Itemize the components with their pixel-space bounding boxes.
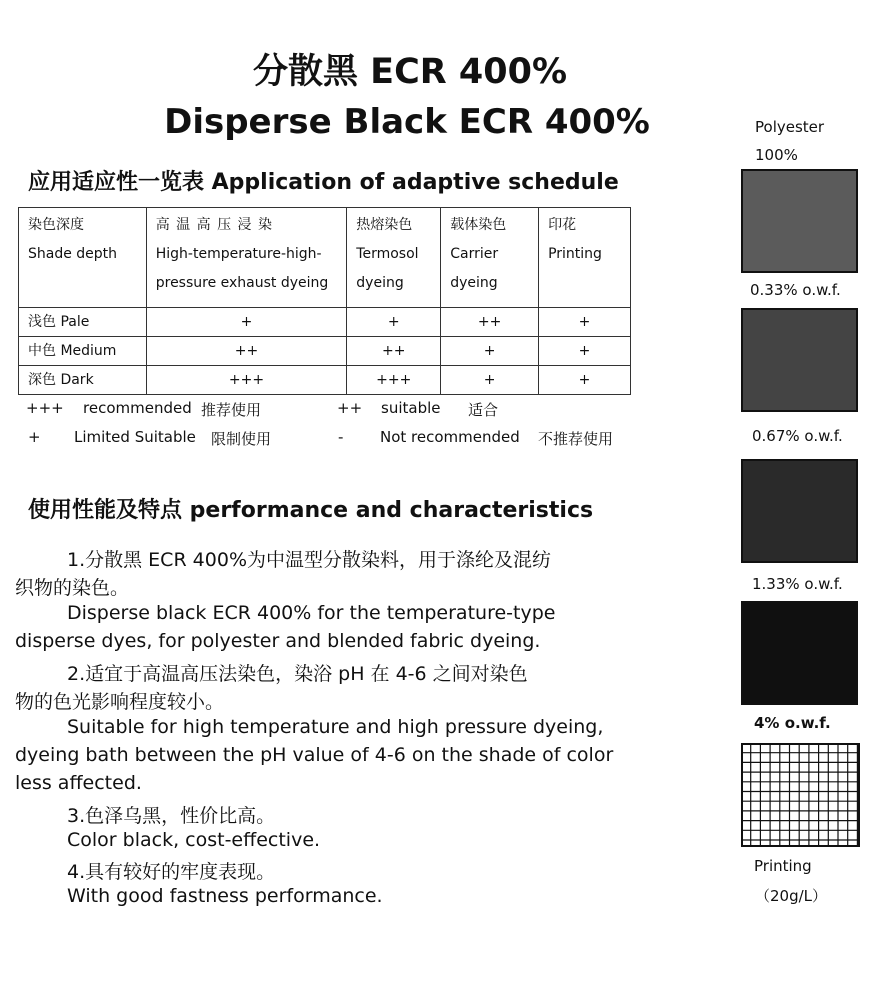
swatch-4 bbox=[741, 601, 858, 705]
row-label: 中色 Medium bbox=[19, 337, 147, 366]
table-row bbox=[19, 337, 631, 366]
row-label: 深色 Dark bbox=[19, 366, 147, 395]
table-cell: + bbox=[539, 337, 631, 366]
legend-text-cn: 适合 bbox=[468, 401, 499, 419]
swatch-0-33 bbox=[741, 169, 858, 273]
table-cell: + bbox=[441, 366, 539, 395]
item-1-cn-line2: 织物的染色。 bbox=[15, 577, 130, 599]
table-row bbox=[19, 366, 631, 395]
item-4-en: With good fastness performance. bbox=[67, 885, 383, 907]
header-printing: 印花 Printing bbox=[539, 208, 631, 308]
legend-text-en: Not recommended bbox=[380, 428, 520, 446]
legend-symbol: + bbox=[28, 428, 41, 446]
table-cell: + bbox=[539, 366, 631, 395]
swatch-0-67 bbox=[741, 308, 858, 412]
swatch-label: 0.33% o.w.f. bbox=[750, 281, 841, 299]
item-4-cn: 4.具有较好的牢度表现。 bbox=[67, 861, 276, 883]
legend-text-en: suitable bbox=[381, 399, 441, 417]
item-3-cn: 3.色泽乌黑，性价比高。 bbox=[67, 805, 276, 827]
item-1-en-line2: disperse dyes, for polyester and blended fabric dyeing. bbox=[15, 630, 541, 652]
table-row bbox=[19, 308, 631, 337]
item-2-en-line3: less affected. bbox=[15, 772, 142, 794]
title-cn: 分散黑 ECR 400% bbox=[252, 52, 568, 92]
table-cell: ++ bbox=[146, 337, 347, 366]
legend-symbol: ++ bbox=[337, 399, 363, 417]
table-header-row bbox=[19, 208, 631, 308]
table-cell: + bbox=[441, 337, 539, 366]
item-2-en-line1: Suitable for high temperature and high pressure dyeing, bbox=[67, 716, 604, 738]
legend-symbol: - bbox=[338, 428, 344, 446]
swatch-header-percent: 100% bbox=[755, 146, 798, 164]
printing-concentration: （20g/L） bbox=[755, 887, 828, 905]
item-2-cn-line1: 2.适宜于高温高压法染色，染浴 pH 在 4-6 之间对染色 bbox=[67, 663, 528, 685]
swatch-label: 1.33% o.w.f. bbox=[752, 575, 843, 593]
printing-label: Printing bbox=[754, 857, 812, 875]
table-cell: +++ bbox=[347, 366, 441, 395]
item-1-cn-line1: 1.分散黑 ECR 400%为中温型分散染料，用于涤纶及混纺 bbox=[67, 549, 552, 571]
row-label: 浅色 Pale bbox=[19, 308, 147, 337]
item-3-en: Color black, cost-effective. bbox=[67, 829, 321, 851]
title-en: Disperse Black ECR 400% bbox=[164, 102, 650, 142]
item-2-cn-line2: 物的色光影响程度较小。 bbox=[15, 691, 225, 713]
table-cell: + bbox=[146, 308, 347, 337]
item-1-en-line1: Disperse black ECR 400% for the temperature-type bbox=[67, 602, 556, 624]
application-table bbox=[18, 207, 631, 395]
table-cell: +++ bbox=[146, 366, 347, 395]
table-cell: ++ bbox=[347, 337, 441, 366]
legend-text-en: Limited Suitable bbox=[74, 428, 196, 446]
item-2-en-line2: dyeing bath between the pH value of 4-6 on the shade of color bbox=[15, 744, 614, 766]
legend-symbol: +++ bbox=[26, 399, 64, 417]
swatch-label: 0.67% o.w.f. bbox=[752, 427, 843, 445]
table-cell: ++ bbox=[441, 308, 539, 337]
swatch-label: 4% o.w.f. bbox=[754, 714, 831, 732]
header-exhaust-dyeing: 高 温 高 压 浸 染 High-temperature-high- pressure exhaust dyeing bbox=[146, 208, 347, 308]
legend-text-cn: 不推荐使用 bbox=[538, 430, 614, 448]
performance-title: 使用性能及特点 performance and characteristics bbox=[28, 498, 594, 523]
table-cell: + bbox=[539, 308, 631, 337]
legend-text-cn: 限制使用 bbox=[211, 430, 272, 448]
header-shade-depth: 染色深度 Shade depth bbox=[19, 208, 147, 308]
legend-text-en: recommended bbox=[83, 399, 192, 417]
swatch-1-33 bbox=[741, 459, 858, 563]
header-carrier: 载体染色 Carrier dyeing bbox=[441, 208, 539, 308]
application-title: 应用适应性一览表 Application of adaptive schedule bbox=[28, 170, 619, 195]
printing-grid-swatch bbox=[741, 743, 860, 847]
swatch-header-fabric: Polyester bbox=[755, 118, 825, 136]
table-cell: + bbox=[347, 308, 441, 337]
legend-text-cn: 推荐使用 bbox=[201, 401, 262, 419]
header-termosol: 热熔染色 Termosol dyeing bbox=[347, 208, 441, 308]
